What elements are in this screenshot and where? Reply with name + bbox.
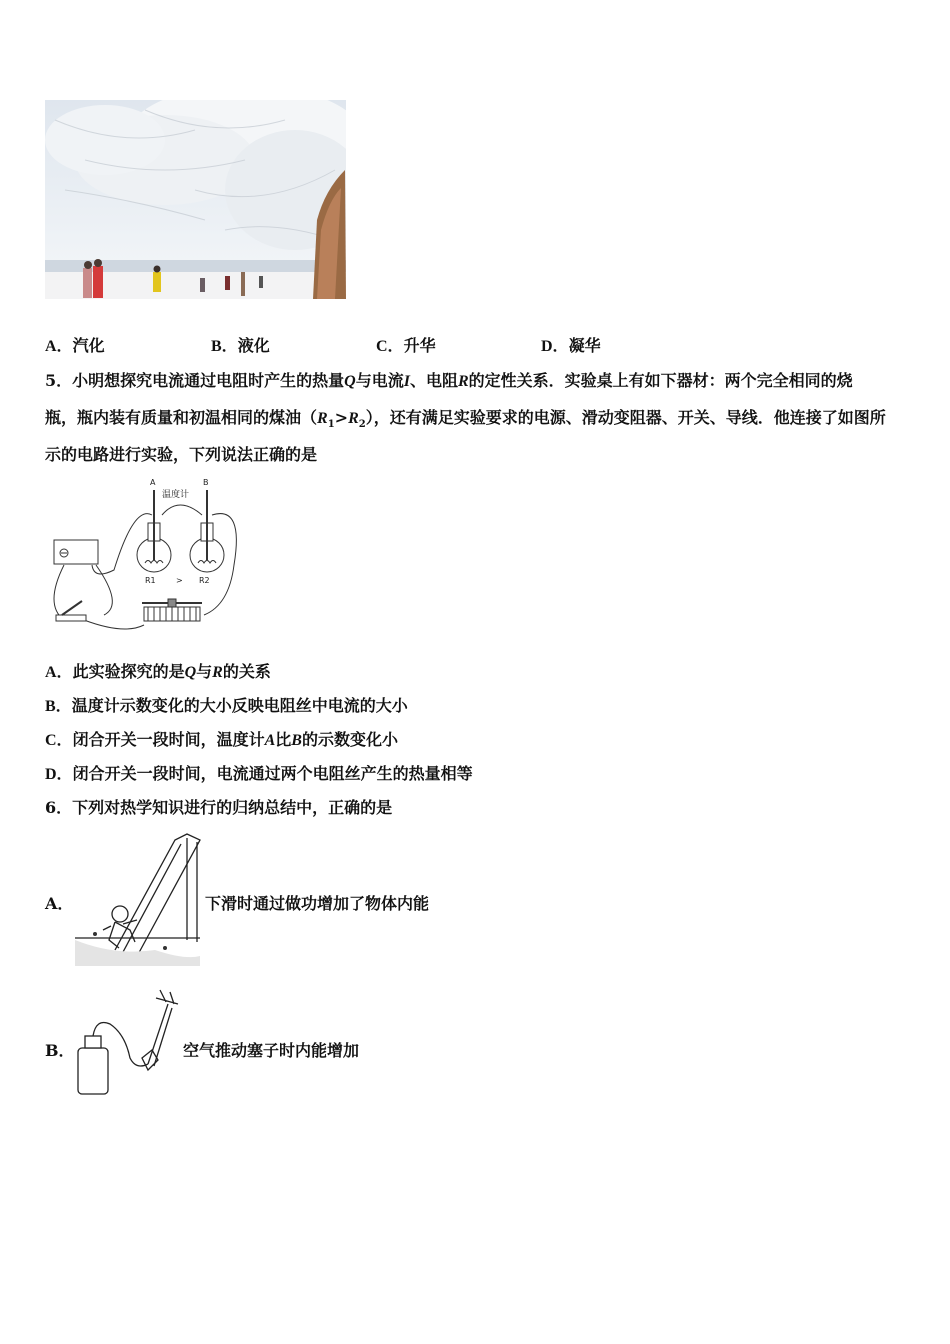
q5-option-c-text: 闭合开关一段时间，温度计: [72, 730, 265, 749]
gt-sign: >: [334, 408, 349, 427]
sub-2: 2: [358, 419, 366, 431]
label-b: B: [203, 478, 209, 487]
q4-option-b-letter: B．: [211, 338, 238, 355]
q5-text: 小明想探究电流通过电阻时产生的热量: [72, 371, 345, 390]
q6-stem-text: 下列对热学知识进行的归纳总结中，正确的是: [72, 798, 393, 817]
q4-option-c-letter: C．: [376, 338, 404, 355]
var-a: A: [264, 732, 276, 749]
q6-option-b-letter: B．: [45, 1041, 75, 1060]
q4-option-a: [45, 336, 105, 357]
circuit-diagram: [44, 475, 244, 635]
slide-figure: [75, 830, 205, 966]
label-compare: >: [176, 576, 183, 585]
q4-option-b-text: 液化: [237, 336, 270, 355]
var-q: Q: [184, 664, 197, 681]
q6-option-b-text: 空气推动塞子时内能增加: [183, 1041, 360, 1060]
q5-stem-line-3: [45, 445, 317, 465]
q6-number: 6．: [45, 798, 73, 817]
q5-stem-line-1: [45, 371, 853, 392]
q5-option-c-text: 的示数变化小: [301, 730, 398, 749]
q4-option-d: [541, 336, 601, 357]
q5-text: 示的电路进行实验，下列说法正确的是: [45, 445, 318, 464]
var-r2: R: [348, 410, 359, 427]
q5-option-b: [45, 696, 408, 717]
q5-option-c-text: 比: [275, 730, 292, 749]
rime-tree-photo: [45, 100, 346, 299]
pump-bottle-figure: [70, 988, 185, 1103]
q4-option-a-letter: A．: [45, 338, 73, 355]
q4-option-c: [376, 336, 436, 357]
var-r: R: [212, 664, 223, 681]
q5-text: 与电流: [355, 371, 404, 390]
label-thermometer: 温度计: [162, 490, 190, 500]
sub-1: 1: [327, 419, 335, 431]
q6-option-a-letter: A．: [45, 894, 74, 913]
q5-stem-line-2: [45, 408, 886, 435]
q5-option-b-text: 温度计示数变化的大小反映电阻丝中电流的大小: [71, 696, 408, 715]
q4-option-d-letter: D．: [541, 338, 569, 355]
q5-option-a-letter: A．: [45, 664, 73, 681]
q5-option-c: [45, 730, 398, 751]
q4-option-a-text: 汽化: [72, 336, 105, 355]
q6-option-a-text: 下滑时通过做功增加了物体内能: [205, 894, 430, 913]
q4-option-d-text: 凝华: [568, 336, 601, 355]
q5-option-b-letter: B．: [45, 698, 72, 715]
q5-option-d-letter: D．: [45, 766, 73, 783]
q5-text: ），还有满足实验要求的电源、滑动变阻器、开关、导线．他连接了如图所: [365, 408, 886, 427]
var-r: R: [457, 373, 469, 390]
var-b: B: [291, 732, 302, 749]
q5-option-d-text: 闭合开关一段时间，电流通过两个电阻丝产生的热量相等: [72, 764, 473, 783]
child-on-slide-icon: [75, 830, 205, 966]
q5-option-a: [45, 662, 271, 683]
var-r1: R: [317, 410, 328, 427]
q5-option-d: [45, 764, 473, 785]
q5-option-a-text: 与: [196, 662, 213, 681]
var-i: I: [403, 373, 410, 390]
q4-option-c-text: 升华: [403, 336, 436, 355]
q5-option-a-text: 的关系: [222, 662, 271, 681]
q5-text: 的定性关系．实验桌上有如下器材：两个完全相同的烧: [468, 371, 853, 390]
q4-option-b: [211, 336, 270, 357]
bicycle-pump-bottle-icon: [70, 988, 185, 1103]
q5-text: 、电阻: [409, 371, 458, 390]
label-r2: R2: [199, 576, 210, 585]
q6-stem: [45, 798, 392, 818]
rime-frost-tree-photo-icon: [45, 100, 346, 299]
q5-number: 5．: [45, 371, 73, 390]
q5-text: 瓶，瓶内装有质量和初温相同的煤油（: [45, 408, 318, 427]
label-r1: R1: [145, 576, 156, 585]
label-a: A: [150, 478, 156, 487]
var-q: Q: [344, 373, 356, 390]
q5-option-a-text: 此实验探究的是: [72, 662, 185, 681]
circuit-diagram-icon: [44, 475, 244, 635]
q5-option-c-letter: C．: [45, 732, 73, 749]
